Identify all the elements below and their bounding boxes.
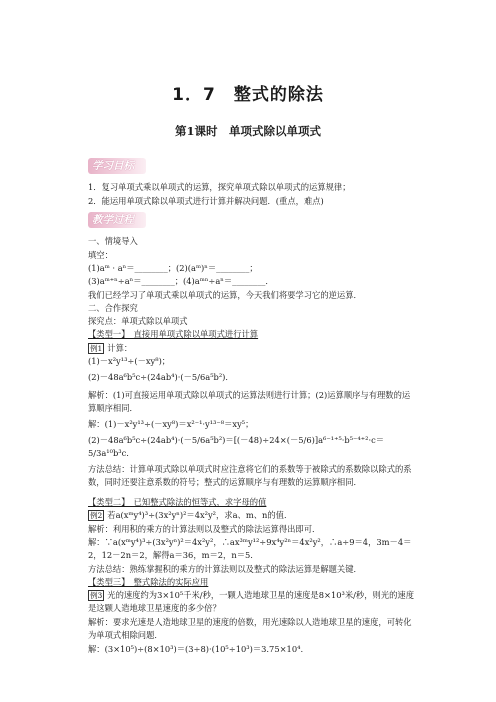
example-3 (88, 589, 418, 614)
type1-heading: 【类型一】 直接用单项式除以单项式进行计算 (88, 329, 259, 339)
example-2-text: 若a(xᵐy⁴)³÷(3x²yⁿ)²＝4x²y²，求a、m、n的值． (107, 510, 293, 520)
type1-solution-2: (2)－48a⁶b⁵c÷(24ab⁴)·(－5/6a⁵b²)＝[(－48)÷24×(－5/6)]a⁶⁻¹⁺⁵·b⁵⁻⁴⁺²·c＝5/3a¹⁰b³c. (88, 435, 385, 458)
section-explore-heading: 二、合作探究 (88, 303, 138, 313)
type2-heading: 【类型二】 已知整式除法的恒等式，求字母的值 (88, 497, 267, 507)
fill-in-row-2: (3)aᵐ⁺ⁿ÷aⁿ＝________；(4)aᵐⁿ÷aⁿ＝________． (88, 276, 274, 286)
type1-solution-1: 解：(1)－x²y¹³÷(－xy⁸)＝x²⁻¹·y¹³⁻⁸＝xy⁵； (88, 419, 254, 429)
fill-in-row-1: (1)aᵐ · aⁿ＝________；(2)(aᵐ)ⁿ＝________； (88, 263, 258, 273)
section-intro-heading: 一、情境导入 (88, 236, 138, 246)
type2-summary: 方法总结：熟练掌握积的乘方的计算法则以及整式的除法运算是解题关键． (88, 564, 362, 574)
example-2-tag: 例2 (90, 511, 103, 520)
type2-analysis: 解析：利用积的乘方的计算法则以及整式的除法运算得出即可． (88, 524, 321, 534)
goals-banner (88, 158, 146, 174)
type3-heading: 【类型三】 整式除法的实际应用 (88, 577, 209, 587)
question-2: (2)－48a⁶b⁵c÷(24ab⁴)·(－5/6a⁵b²)． (88, 372, 234, 382)
fill-in-label: 填空： (88, 250, 113, 260)
type1-analysis: 解析：(1)可直接运用单项式除以单项式的运算法则进行计算；(2)运算顺序与有理数的运算顺序相同． (88, 390, 411, 413)
type3-solution: 解：(3×10⁵)÷(8×10³)＝(3÷8)·(10⁵÷10³)＝3.75×10⁴. (88, 644, 304, 654)
type1-summary: 方法总结：计算单项式除以单项式时应注意将它们的系数等于被除式的系数除以除式的系数，同时还要注意系数的符号；整式的运算顺序与有理数的运算顺序相同． (88, 464, 412, 487)
intro-text: 我们已经学习了单项式乘以单项式的运算，今天我们将要学习它的逆运算． (88, 290, 362, 300)
explore-point: 探究点：单项式除以单项式 (88, 316, 188, 326)
example-1-text: 计算： (107, 343, 133, 353)
type2-solution: 解：∵a(xᵐy⁴)³÷(3x²yⁿ)²＝4x²y²，∴ax³ᵐy¹²÷9x⁴y²ⁿ＝4x²y²，∴a÷9＝4，3m－4＝2，12－2n＝2，解得a＝36，m＝2，n＝5. (88, 537, 412, 560)
goal-item-1: 1．复习单项式乘以单项式的运算，探究单项式除以单项式的运算规律； (88, 182, 351, 192)
question-1: (1)－x²y¹³÷(－xy⁸)； (88, 356, 171, 366)
page-title: 1．7 整式的除法 (172, 85, 324, 105)
example-1 (88, 342, 132, 354)
example-3-text: 光的速度约为3×10⁵千米/秒，一颗人造地球卫星的速度是8×10³米/秒，则光的速度是这颗人造地球卫星速度的多少倍？ (88, 590, 415, 613)
type3-analysis: 解析：要求光速是人造地球卫星的速度的倍数，用光速除以人造地球卫星的速度，可转化为单项式相除问题． (88, 617, 412, 640)
goals-banner-label: 学习目标 (92, 160, 134, 172)
lesson-subtitle: 第1课时 单项式除以单项式 (174, 124, 321, 138)
example-2 (88, 509, 292, 521)
goal-item-2: 2．能运用单项式除以单项式进行计算并解决问题．(重点，难点) (88, 196, 324, 206)
example-1-tag: 例1 (90, 344, 103, 353)
process-banner-label: 教学过程 (92, 214, 134, 226)
example-3-tag: 例3 (90, 591, 103, 600)
process-banner (88, 212, 146, 228)
